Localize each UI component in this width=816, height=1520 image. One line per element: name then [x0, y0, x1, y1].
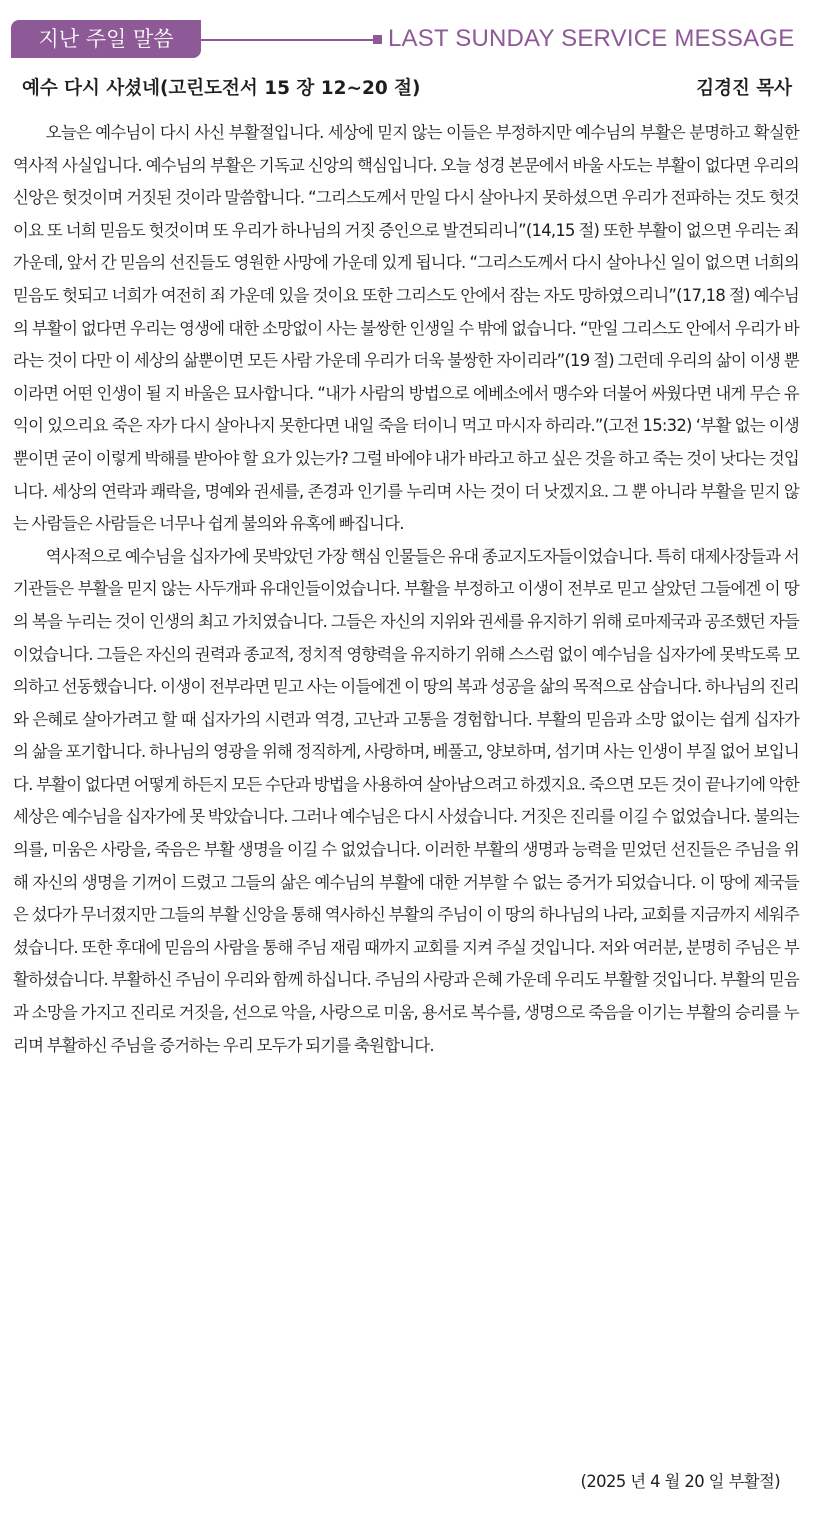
- sermon-date: (2025 년 4 월 20 일 부활절): [580, 1472, 780, 1491]
- sermon-title-bar: [22, 74, 792, 104]
- section-header: [11, 20, 801, 60]
- header-rule: [201, 39, 373, 41]
- sermon-paragraph-1: 오늘은 예수님이 다시 사신 부활절입니다. 세상에 믿지 않는 이들은 부정하지만 예수님의 부활은 분명하고 확실한 역사적 사실입니다. 예수님의 부활은 기독교 신앙의 핵심입니다. 오늘 성경 본문에서 바울 사도는 부활이 없다면 우리의 신앙은 헛것이며 거짓된 것이라 말씀합니다. “그리스도께서 만일 다시 살아나지 못하셨으면 우리가 전파하는 것도 헛것이요 또 너희 믿음도 헛것이며 또 우리가 하나님의 거짓 증인으로 발견되리니”(14,15 절) 또한 부활이 없으면 우리는 죄 가운데, 앞서 간 믿음의 선진들도 영원한 사망에 가운데 있게 됩니다. “그리스도께서 다시 살아나신 일이 없으면 너희의 믿음도 헛되고 너희가 여전히 죄 가운데 있을 것이요 또한 그리스도 안에서 잠는 자도 망하였으리니”(17,18 절) 예수님의 부활이 없다면 우리는 영생에 대한 소망없이 사는 불쌍한 인생일 수 밖에 없습니다. “만일 그리스도 안에서 우리가 바라는 것이 다만 이 세상의 삶뿐이면 모든 사람 가운데 우리가 더욱 불쌍한 자이리라”(19 절) 그런데 우리의 삶이 이생 뿐이라면 어떤 인생이 될 지 바울은 묘사합니다. “내가 사람의 방법으로 에베소에서 맹수와 더불어 싸웠다면 내게 무슨 유익이 있으리요 죽은 자가 다시 살아나지 못한다면 내일 죽을 터이니 먹고 마시자 하리라.”(고전 15:32) ‘부활 없는 이생 뿐이면 굳이 이렇게 박해를 받아야 할 요가 있는가? 그럴 바에야 내가 바라고 하고 싶은 것을 하고 죽는 것이 낫다는 것입니다. 세상의 연락과 쾌락을, 명예와 권세를, 존경과 인기를 누리며 사는 것이 더 낫겠지요. 그 뿐 아니라 부활을 믿지 않는 사람들은 사람들은 너무나 쉽게 불의와 유혹에 빠집니다.: [13, 123, 799, 534]
- preacher-name: 김경진 목사: [696, 78, 792, 99]
- english-section-title: LAST SUNDAY SERVICE MESSAGE: [388, 25, 795, 52]
- sermon-paragraph-2: 역사적으로 예수님을 십자가에 못박았던 가장 핵심 인물들은 유대 종교지도자들이었습니다. 특히 대제사장들과 서기관들은 부활을 믿지 않는 사두개파 유대인들이었습니다. 부활을 부정하고 이생이 전부로 믿고 살았던 그들에겐 이 땅의 복을 누리는 것이 인생의 최고 가치였습니다. 그들은 자신의 지위와 권세를 유지하기 위해 로마제국과 공조했던 자들이었습니다. 그들은 자신의 권력과 종교적, 정치적 영향력을 유지하기 위해 스스럼 없이 예수님을 십자가에 못박도록 모의하고 선동했습니다. 이생이 전부라면 믿고 사는 이들에겐 이 땅의 복과 성공을 삶의 목적으로 삼습니다. 하나님의 진리와 은혜로 살아가려고 할 때 십자가의 시련과 역경, 고난과 고통을 경험합니다. 부활의 믿음과 소망 없이는 쉽게 십자가의 삶을 포기합니다. 하나님의 영광을 위해 정직하게, 사랑하며, 베풀고, 양보하며, 섬기며 사는 인생이 부질 없어 보입니다. 부활이 없다면 어떻게 하든지 모든 수단과 방법을 사용하여 살아남으려고 하겠지요. 죽으면 모든 것이 끝나기에 악한 세상은 예수님을 십자가에 못 박았습니다. 그러나 예수님은 다시 사셨습니다. 거짓은 진리를 이길 수 없었습니다. 불의는 의를, 미움은 사랑을, 죽음은 부활 생명을 이길 수 없었습니다. 이러한 부활의 생명과 능력을 믿었던 선진들은 주님을 위해 자신의 생명을 기꺼이 드렸고 그들의 삶은 예수님의 부활에 대한 거부할 수 없는 증거가 되었습니다. 이 땅에 제국들은 섰다가 무너졌지만 그들의 부활 신앙을 통해 역사하신 부활의 주님이 이 땅의 하나님의 나라, 교회를 지금까지 세워주셨습니다. 또한 후대에 믿음의 사람을 통해 주님 재림 때까지 교회를 지켜 주실 것입니다. 저와 여러분, 분명히 주님은 부활하셨습니다. 부활하신 주님이 우리와 함께 하십니다. 주님의 사랑과 은혜 가운데 우리도 부활할 것입니다. 부활의 믿음과 소망을 가지고 진리로 거짓을, 선으로 악을, 사랑으로 미움, 용서로 복수를, 생명으로 죽음을 이기는 부활의 승리를 누리며 부활하신 주님을 증거하는 우리 모두가 되기를 축원합니다.: [13, 546, 799, 1055]
- sermon-body: [13, 117, 799, 1062]
- sermon-title: 예수 다시 사셨네(고린도전서 15 장 12~20 절): [22, 78, 421, 99]
- header-rule-square: [373, 35, 382, 44]
- section-label-badge: 지난 주일 말씀: [11, 20, 201, 58]
